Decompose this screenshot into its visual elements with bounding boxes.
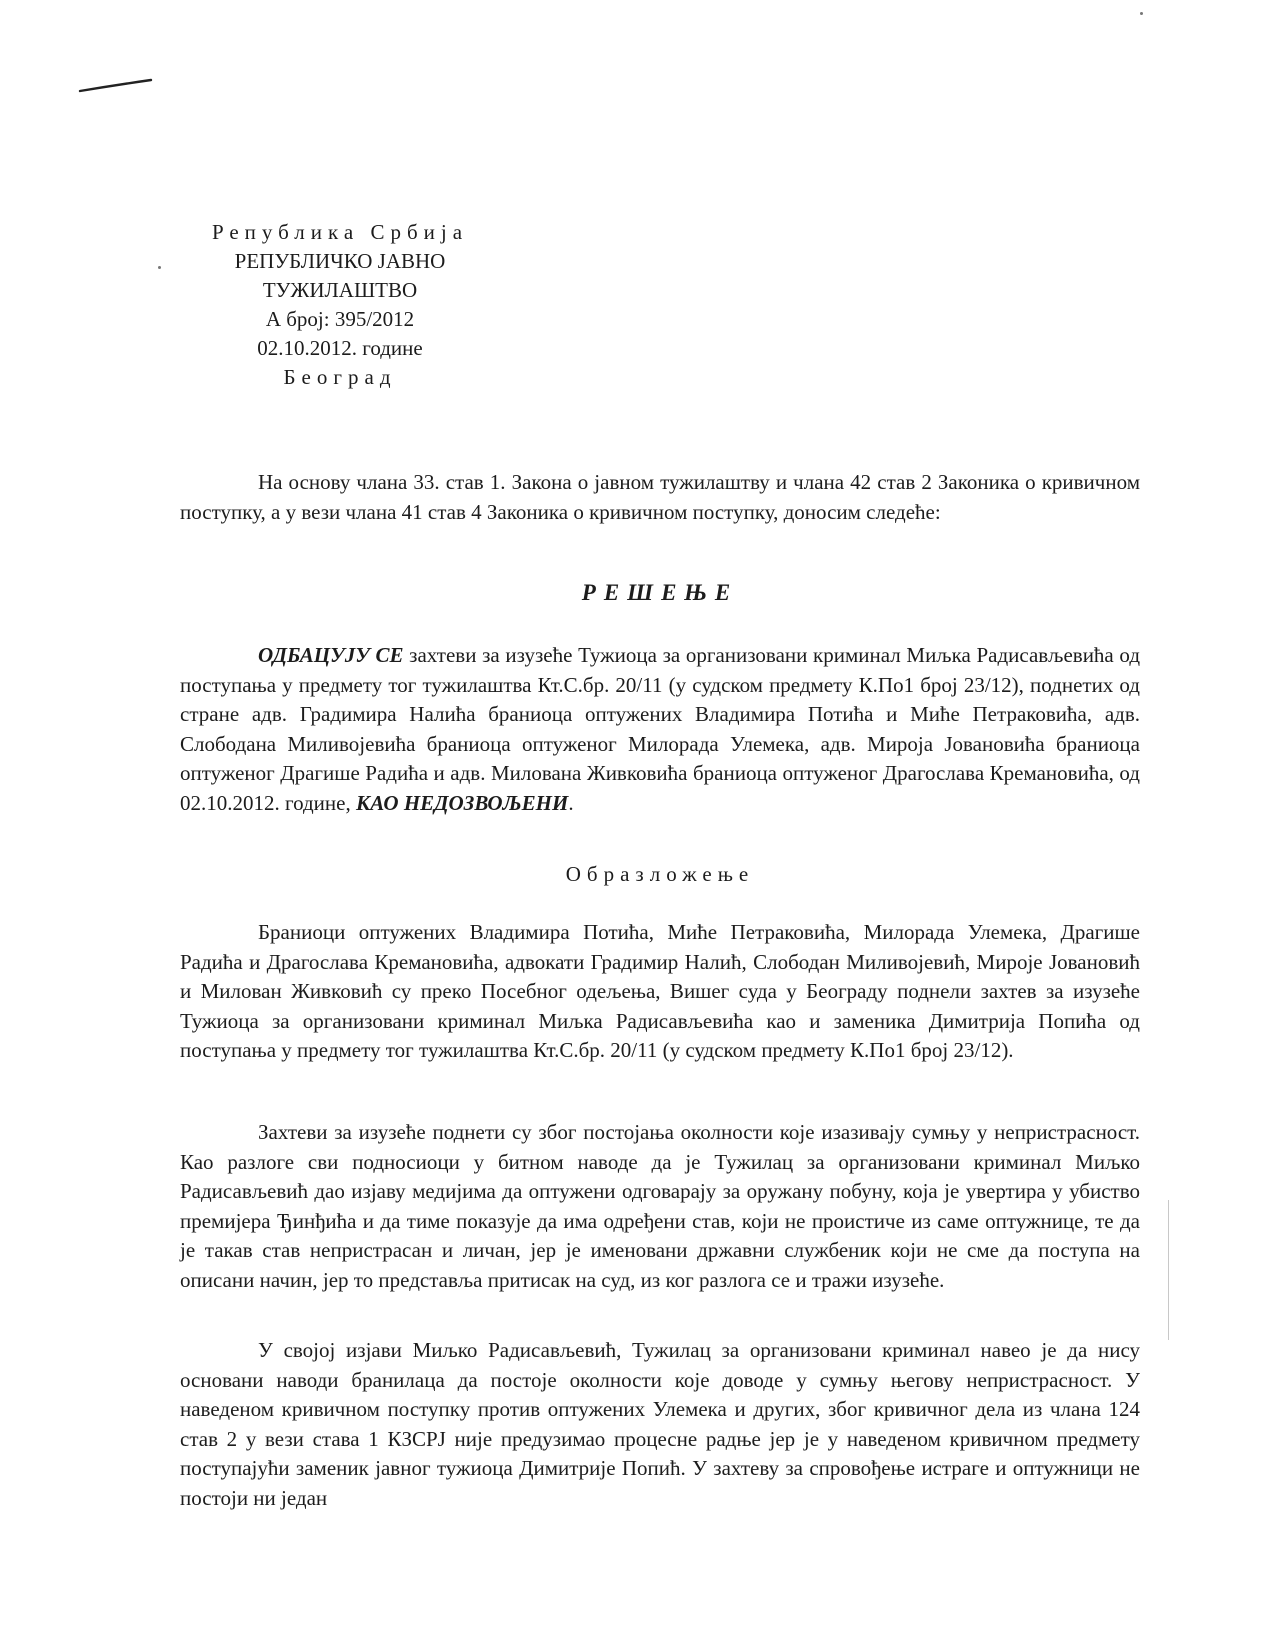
decision-body: захтеви за изузеће Тужиоца за организовани криминал Миљка Радисављевића од поступања у предмету тог тужилаштва Кт.С.бр. 20/11 (у судском предмету К.По1 број 23/12), поднетих од стране адв. Градимира Налића браниоца оптужених Владимира Потића и Миће Петраковића, адв. Слободана Миливојевића браниоца оптуженог Милорада Улемека, адв. Мироја Јовановића браниоца оптуженог Драгише Радића и адв. Милована Живковића браниоца оптуженог Драгослава Кремановића, од 02.10.2012. године, — [180, 643, 1140, 815]
document-header — [185, 218, 495, 392]
header-country: Република Србија — [211, 220, 469, 244]
reasoning-paragraph-1 — [180, 918, 1140, 1066]
decision-title: РЕШЕЊЕ — [581, 580, 739, 605]
scan-artifact — [1168, 1200, 1169, 1340]
decision-verdict: КАО НЕДОЗВОЉЕНИ — [355, 790, 569, 815]
pen-stroke-mark — [78, 78, 153, 94]
decision-text — [180, 641, 1140, 818]
intro-text: На основу члана 33. став 1. Закона о јавном тужилаштву и члана 42 став 2 Законика о кривичном поступку, а у вези члана 41 став 4 Законика о кривичном поступку, доносим следеће: — [180, 470, 1140, 524]
reasoning-title: Образложење — [565, 862, 755, 886]
decision-lead: ОДБАЦУЈУ СЕ — [258, 643, 404, 667]
scan-speck — [158, 266, 161, 269]
header-date: 02.10.2012. године — [257, 336, 423, 360]
header-case-number: А број: 395/2012 — [265, 307, 415, 331]
intro-paragraph — [180, 468, 1140, 527]
header-city: Београд — [283, 365, 397, 389]
decision-end: . — [568, 790, 574, 815]
scan-speck — [1140, 12, 1143, 15]
decision-paragraph — [180, 641, 1140, 818]
header-institution: РЕПУБЛИЧКО ЈАВНО — [234, 249, 446, 273]
paragraph-text: У својој изјави Миљко Радисављевић, Тужилац за организовани криминал навео је да нису основани наводи бранилаца да постоје околности које доводе у сумњу његову непристрасност. У наведеном кривичном поступку против оптужених Улемека и других, због кривичног дела из члана 124 став 2 у вези става 1 КЗСРЈ није предузимао процесне радње јер је у наведеном кривичном предмету поступајући заменик јавног тужиоца Димитрије Попић. У захтеву за спровођење истраге и оптужници не постоји ни један — [180, 1338, 1140, 1510]
paragraph-text: Браниоци оптужених Владимира Потића, Миће Петраковића, Милорада Улемека, Драгише Радића и Драгослава Кремановића, адвокати Градимир Налић, Слободан Миливојевић, Мироје Јовановић и Милован Живковић су преко Посебног одељења, Вишег суда у Београду поднели захтев за изузеће Тужиоца за организовани криминал Миљка Радисављевића као и заменика Димитрија Попића од поступања у предмету тог тужилаштва Кт.С.бр. 20/11 (у судском предмету К.По1 број 23/12). — [180, 920, 1140, 1062]
reasoning-paragraph-2 — [180, 1118, 1140, 1295]
reasoning-paragraph-3 — [180, 1336, 1140, 1513]
header-institution-2: ТУЖИЛАШТВО — [262, 278, 418, 302]
paragraph-text: Захтеви за изузеће поднети су због постојања околности које изазивају сумњу у непристрасност. Као разлоге сви подносиоци у битном наводе да је Тужилац за организовани криминал Миљко Радисављевић дао изјаву медијима да оптужени одговарају за оружану побуну, која је увертира у убиство премијера Ђинђића и да тиме показује да има одређени став, који не проистиче из саме оптужнице, те да је такав став непристрасан и личан, јер је именовани државни службеник који не сме да поступа на описани начин, јер то представља притисак на суд, из ког разлога се и тражи изузеће. — [180, 1120, 1140, 1292]
